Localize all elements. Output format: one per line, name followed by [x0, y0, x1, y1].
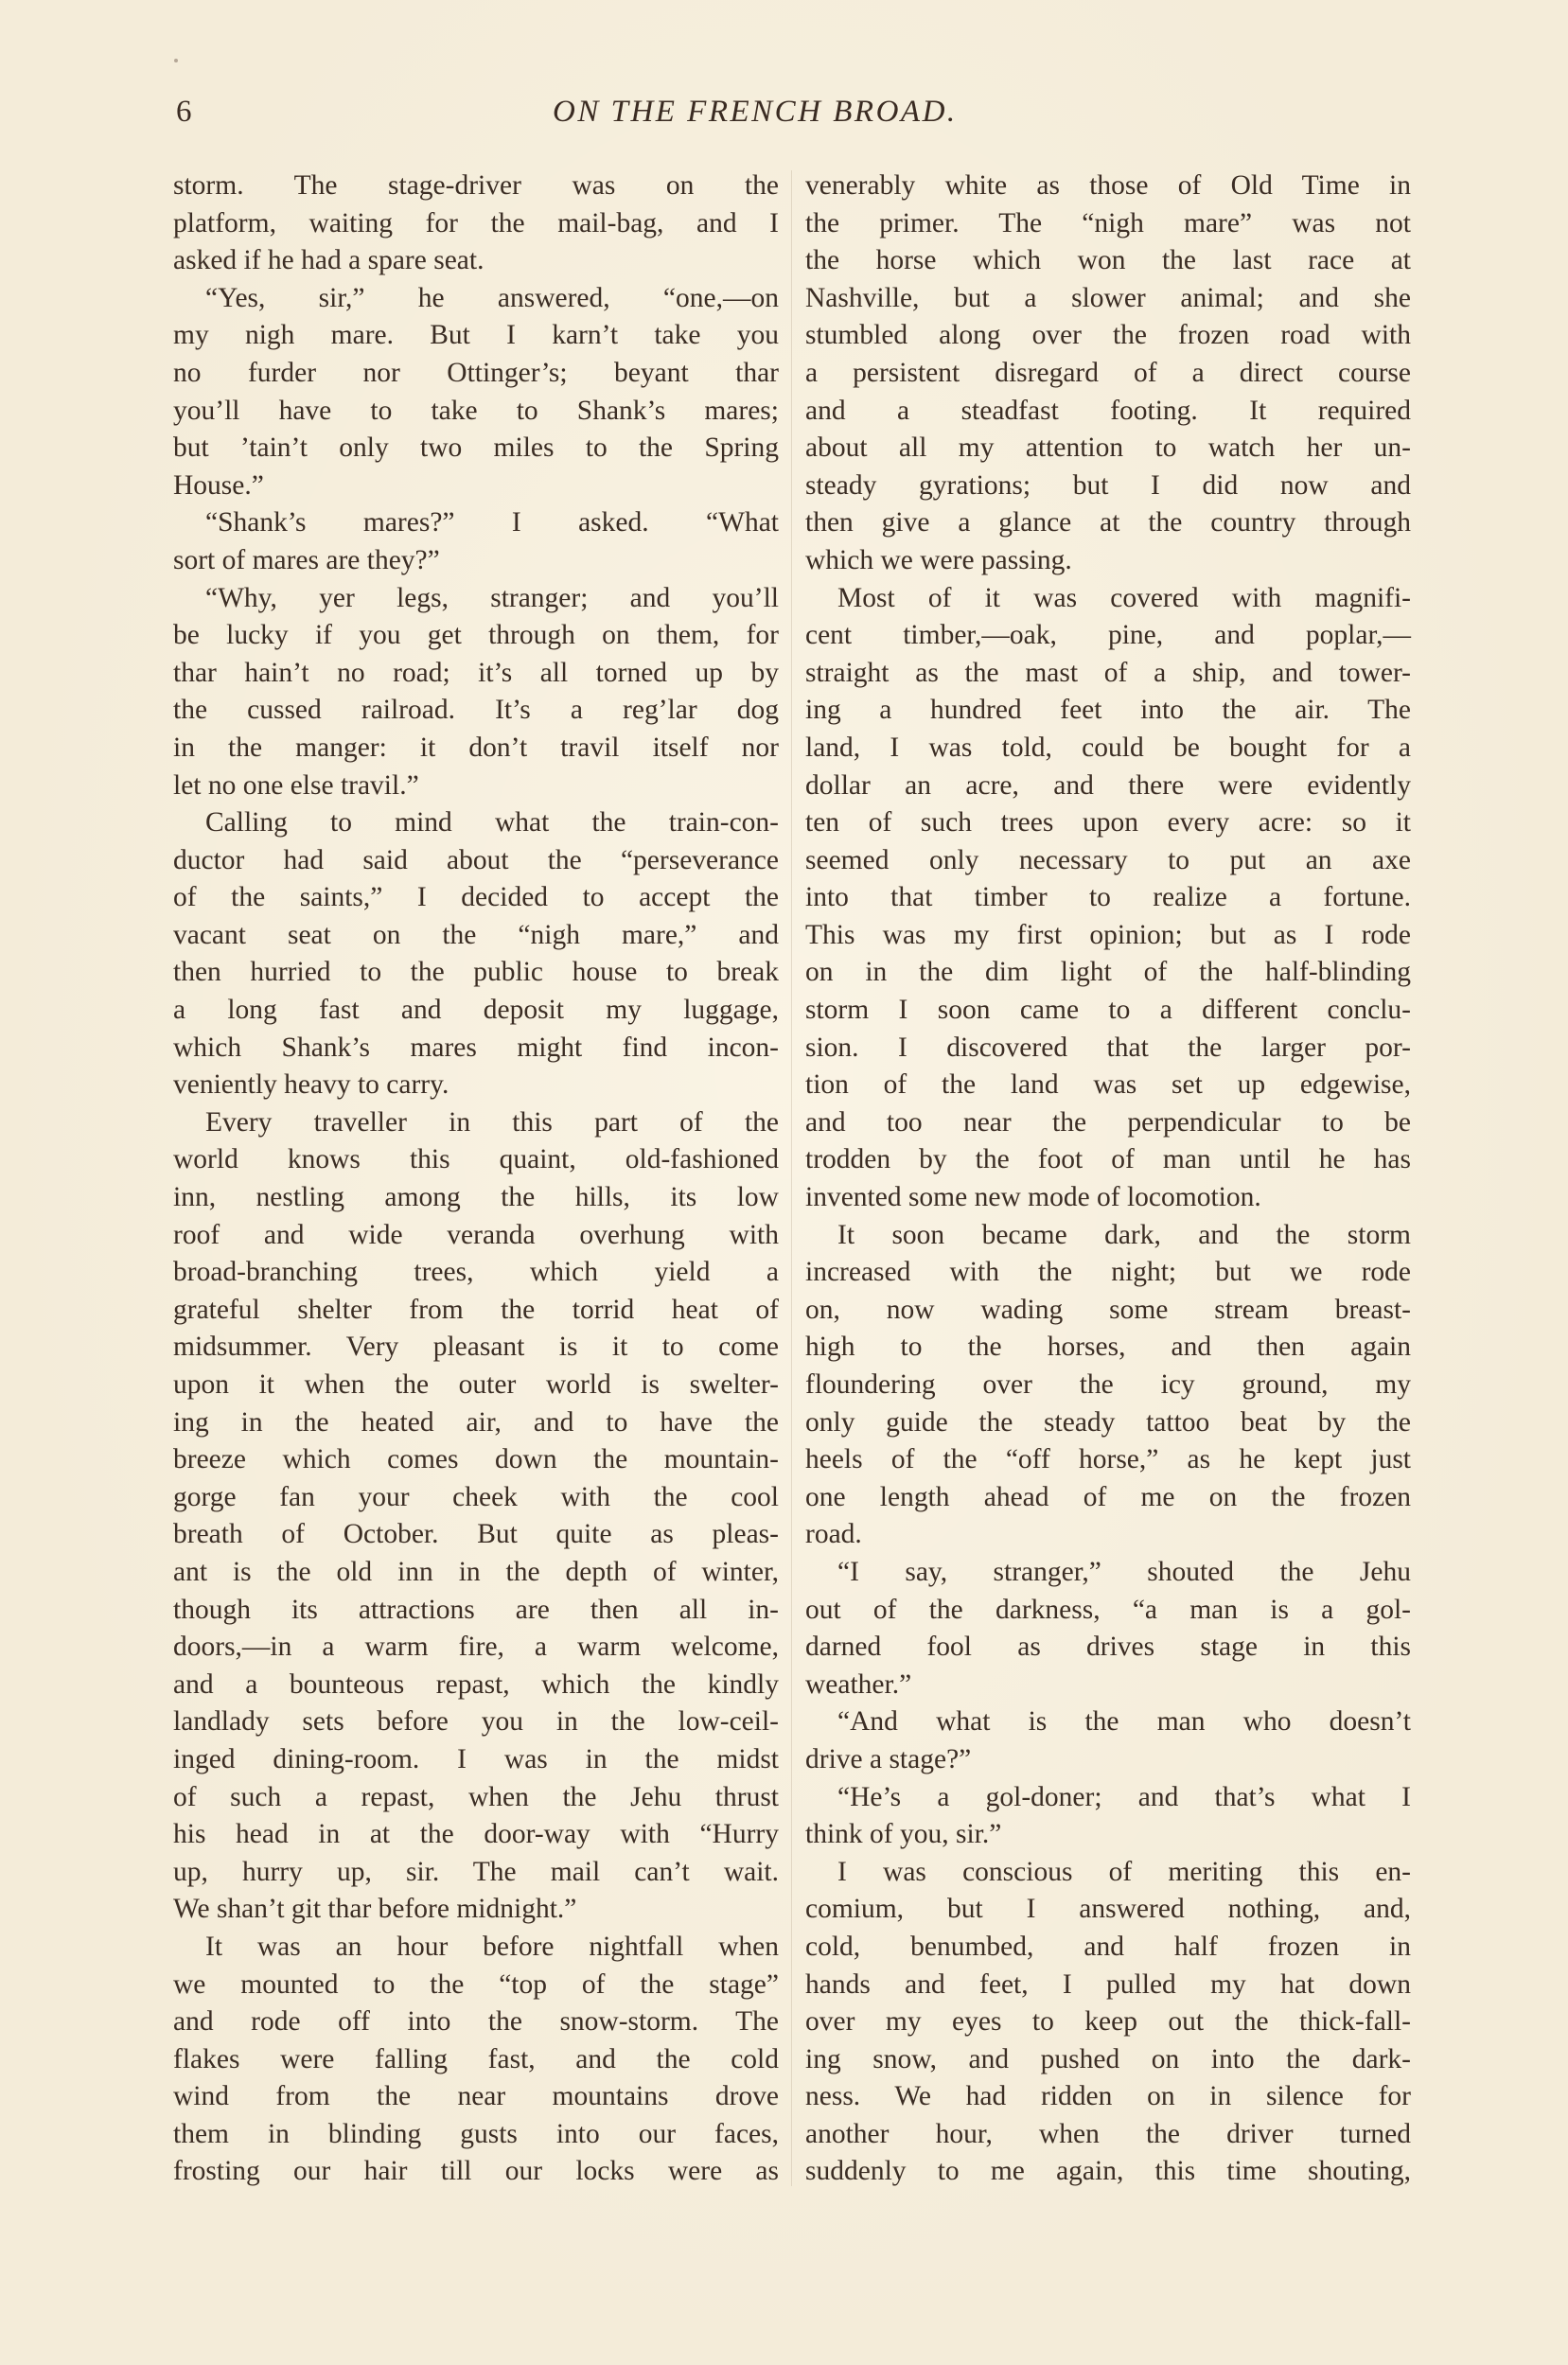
text-line: breath of October. But quite as pleas-	[173, 1519, 779, 1550]
text-line: the primer. The “nigh mare” was not	[805, 207, 1411, 238]
text-line: cold, benumbed, and half frozen in	[805, 1931, 1411, 1962]
text-line: doors,—in a warm fire, a warm welcome,	[173, 1632, 779, 1663]
text-line: sion. I discovered that the larger por-	[805, 1032, 1411, 1063]
text-line: steady gyrations; but I did now and	[805, 469, 1411, 501]
text-line: then give a glance at the country through	[805, 507, 1411, 538]
text-line: then hurried to the public house to break	[173, 957, 779, 988]
text-line: the cussed railroad. It’s a reg’lar dog	[173, 695, 779, 726]
running-title: ON THE FRENCH BROAD.	[553, 95, 958, 129]
text-line: wind from the near mountains drove	[173, 2081, 779, 2112]
text-line: thar hain’t no road; it’s all torned up by	[173, 657, 779, 688]
text-line: a long fast and deposit my luggage,	[173, 995, 779, 1026]
text-line: another hour, when the driver turned	[805, 2118, 1411, 2149]
text-line: hands and feet, I pulled my hat down	[805, 1968, 1411, 2000]
text-line: be lucky if you get through on them, for	[173, 620, 779, 651]
text-line: my nigh mare. But I karn’t take you	[173, 320, 779, 351]
text-line: gorge fan your cheek with the cool	[173, 1481, 779, 1512]
text-line: we mounted to the “top of the stage”	[173, 1968, 779, 2000]
text-line: of such a repast, when the Jehu thrust	[173, 1781, 779, 1812]
text-line: veniently heavy to carry.	[173, 1069, 449, 1101]
text-line: about all my attention to watch her un-	[805, 432, 1411, 464]
text-line: “I say, stranger,” shouted the Jehu	[837, 1556, 1411, 1587]
text-line: suddenly to me again, this time shouting,	[805, 2156, 1411, 2187]
text-line: Most of it was covered with magnifi-	[837, 582, 1411, 613]
text-line: Nashville, but a slower animal; and she	[805, 282, 1411, 313]
text-line: let no one else travil.”	[173, 769, 419, 801]
text-line: them in blinding gusts into our faces,	[173, 2118, 779, 2149]
text-line: seemed only necessary to put an axe	[805, 844, 1411, 875]
text-line: heels of the “off horse,” as he kept just	[805, 1444, 1411, 1475]
text-line: stumbled along over the frozen road with	[805, 320, 1411, 351]
text-line: storm. The stage-driver was on the	[173, 170, 779, 201]
text-line: which Shank’s mares might find incon-	[173, 1032, 779, 1063]
text-line: grateful shelter from the torrid heat of	[173, 1294, 779, 1325]
page-speck	[174, 59, 178, 62]
text-line: out of the darkness, “a man is a gol-	[805, 1594, 1411, 1625]
text-line: flakes were falling fast, and the cold	[173, 2043, 779, 2074]
text-line: tion of the land was set up edgewise,	[805, 1069, 1411, 1101]
text-line: It soon became dark, and the storm	[837, 1219, 1411, 1250]
text-line: on, now wading some stream breast-	[805, 1294, 1411, 1325]
text-line: though its attractions are then all in-	[173, 1594, 779, 1625]
text-line: of the saints,” I decided to accept the	[173, 882, 779, 913]
text-line: world knows this quaint, old-fashioned	[173, 1144, 779, 1175]
text-line: over my eyes to keep out the thick-fall-	[805, 2006, 1411, 2038]
text-line: and too near the perpendicular to be	[805, 1106, 1411, 1138]
text-line: ant is the old inn in the depth of winter,	[173, 1556, 779, 1587]
text-line: his head in at the door-way with “Hurry	[173, 1819, 779, 1850]
text-line: invented some new mode of locomotion.	[805, 1182, 1261, 1213]
text-line: a persistent disregard of a direct course	[805, 357, 1411, 388]
text-line: land, I was told, could be bought for a	[805, 732, 1411, 763]
text-line: increased with the night; but we rode	[805, 1257, 1411, 1288]
text-line: one length ahead of me on the frozen	[805, 1481, 1411, 1512]
text-line: floundering over the icy ground, my	[805, 1369, 1411, 1400]
text-line: platform, waiting for the mail-bag, and I	[173, 207, 779, 238]
text-line: It was an hour before nightfall when	[205, 1931, 779, 1962]
text-line: “Why, yer legs, stranger; and you’ll	[205, 582, 779, 613]
text-line: “Yes, sir,” he answered, “one,—on	[205, 282, 779, 313]
text-line: sort of mares are they?”	[173, 544, 440, 575]
text-line: weather.”	[805, 1668, 912, 1700]
text-column-right	[805, 168, 1411, 2191]
text-line: ten of such trees upon every acre: so it	[805, 807, 1411, 838]
text-line: inged dining-room. I was in the midst	[173, 1743, 779, 1774]
text-line: straight as the mast of a ship, and tower-	[805, 657, 1411, 688]
text-line: ness. We had ridden on in silence for	[805, 2081, 1411, 2112]
text-line: ing snow, and pushed on into the dark-	[805, 2043, 1411, 2074]
text-line: you’ll have to take to Shank’s mares;	[173, 395, 779, 426]
text-line: roof and wide veranda overhung with	[173, 1219, 779, 1250]
text-line: trodden by the foot of man until he has	[805, 1144, 1411, 1175]
text-line: midsummer. Very pleasant is it to come	[173, 1332, 779, 1363]
text-line: Calling to mind what the train-con-	[205, 807, 779, 838]
running-head	[170, 91, 1401, 132]
text-line: asked if he had a spare seat.	[173, 245, 484, 276]
text-column-left	[173, 168, 779, 2191]
text-line: only guide the steady tattoo beat by the	[805, 1406, 1411, 1438]
text-line: and a steadfast footing. It required	[805, 395, 1411, 426]
text-line: and rode off into the snow-storm. The	[173, 2006, 779, 2038]
text-line: the horse which won the last race at	[805, 245, 1411, 276]
text-line: This was my first opinion; but as I rode	[805, 919, 1411, 950]
text-line: in the manger: it don’t travil itself nor	[173, 732, 779, 763]
text-line: into that timber to realize a fortune.	[805, 882, 1411, 913]
text-line: I was conscious of meriting this en-	[837, 1856, 1411, 1887]
text-line: on in the dim light of the half-blinding	[805, 957, 1411, 988]
text-line: which we were passing.	[805, 544, 1072, 575]
text-line: Every traveller in this part of the	[205, 1106, 779, 1138]
text-line: up, hurry up, sir. The mail can’t wait.	[173, 1856, 779, 1887]
text-line: drive a stage?”	[805, 1743, 972, 1774]
column-divider	[791, 170, 792, 2186]
text-line: landlady sets before you in the low-ceil-	[173, 1706, 779, 1738]
text-line: ing a hundred feet into the air. The	[805, 695, 1411, 726]
text-line: vacant seat on the “nigh mare,” and	[173, 919, 779, 950]
text-line: high to the horses, and then again	[805, 1332, 1411, 1363]
page-number: 6	[176, 95, 192, 129]
text-line: storm I soon came to a different conclu-	[805, 995, 1411, 1026]
text-line: dollar an acre, and there were evidently	[805, 769, 1411, 801]
text-line: ductor had said about the “perseverance	[173, 844, 779, 875]
text-line: ing in the heated air, and to have the	[173, 1406, 779, 1438]
text-line: venerably white as those of Old Time in	[805, 170, 1411, 201]
text-line: House.”	[173, 469, 264, 501]
text-line: think of you, sir.”	[805, 1819, 1002, 1850]
text-line: upon it when the outer world is swelter-	[173, 1369, 779, 1400]
text-line: “And what is the man who doesn’t	[837, 1706, 1411, 1738]
text-line: frosting our hair till our locks were as	[173, 2156, 779, 2187]
text-line: and a bounteous repast, which the kindly	[173, 1668, 779, 1700]
text-line: but ’tain’t only two miles to the Spring	[173, 432, 779, 464]
text-line: comium, but I answered nothing, and,	[805, 1894, 1411, 1925]
text-line: “Shank’s mares?” I asked. “What	[205, 507, 779, 538]
text-line: cent timber,—oak, pine, and poplar,—	[805, 620, 1411, 651]
text-line: road.	[805, 1519, 862, 1550]
text-line: no furder nor Ottinger’s; beyant thar	[173, 357, 779, 388]
text-line: darned fool as drives stage in this	[805, 1632, 1411, 1663]
text-line: We shan’t git thar before midnight.”	[173, 1894, 577, 1925]
text-line: broad-branching trees, which yield a	[173, 1257, 779, 1288]
text-line: breeze which comes down the mountain-	[173, 1444, 779, 1475]
text-line: “He’s a gol-doner; and that’s what I	[837, 1781, 1411, 1812]
text-line: inn, nestling among the hills, its low	[173, 1182, 779, 1213]
